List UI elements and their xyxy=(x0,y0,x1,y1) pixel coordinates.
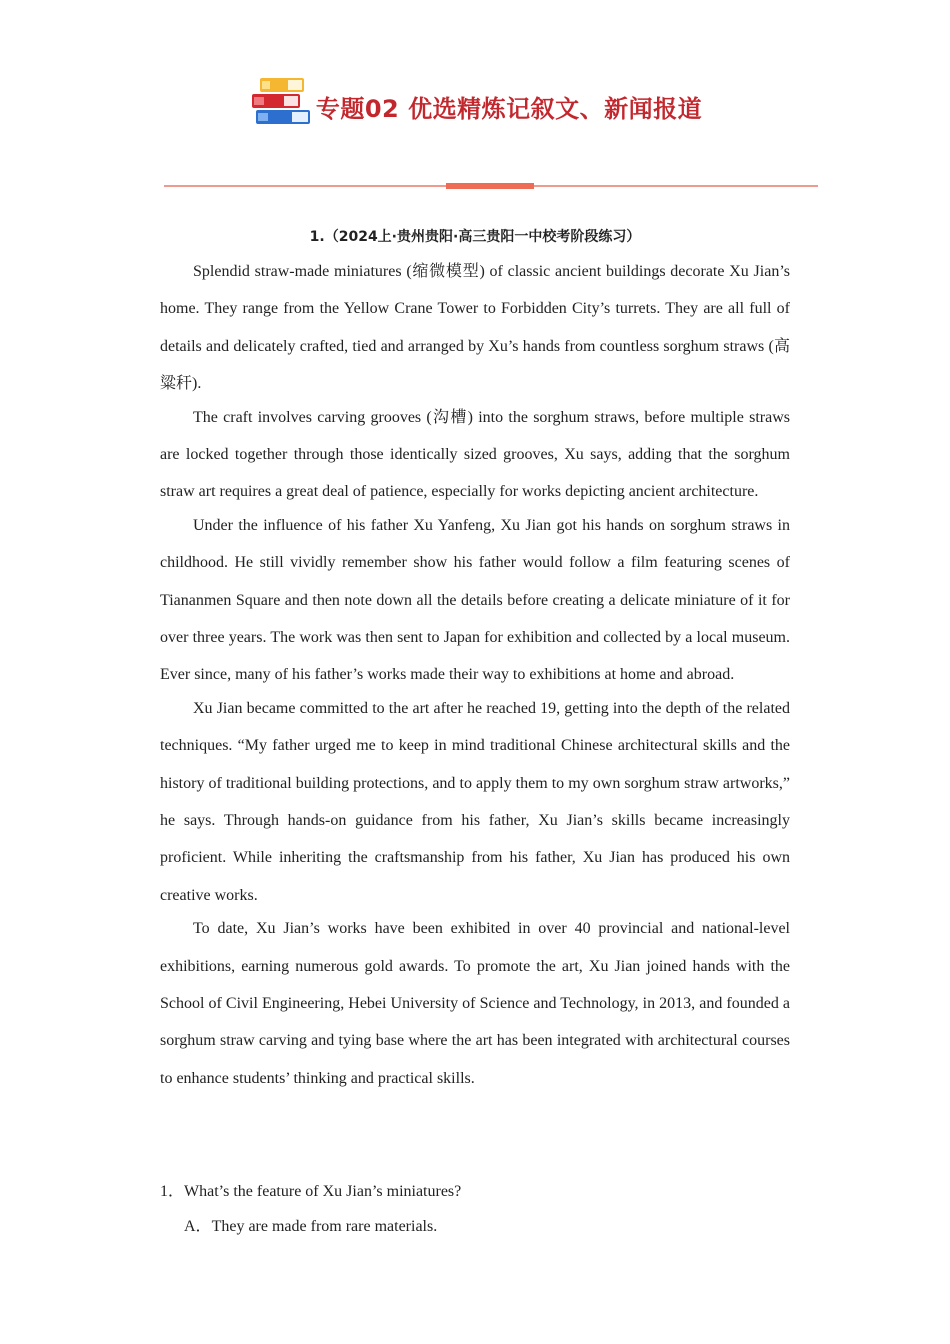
option-text: They are made from rare materials. xyxy=(211,1218,438,1235)
question-block xyxy=(160,1178,790,1248)
option-letter: A． xyxy=(184,1218,212,1235)
passage-paragraph: Xu Jian became committed to the art after he reached 19, getting into the depth of the related techniques. “My father urged me to keep in mind traditional Chinese architectural skills and the history of traditional building protections, and to apply them to my own sorghum straw artworks,” he says. Through hands-on guidance from his father, Xu Jian’s skills became increasingly proficient. While inheriting the craftsmanship from his father, Xu Jian has produced his own creative works. xyxy=(160,700,790,904)
page-header xyxy=(0,76,950,128)
question-text: What’s the feature of Xu Jian’s miniatures? xyxy=(184,1183,462,1200)
reading-passage xyxy=(160,253,790,1093)
divider-accent xyxy=(446,183,534,189)
question-stem xyxy=(160,1178,790,1213)
passage-paragraph: Under the influence of his father Xu Yanfeng, Xu Jian got his hands on sorghum straws in childhood. He still vividly remember show his father would follow a film featuring scenes of Tiananmen Square and then note down all the details before creating a delicate miniature of it for over three years. The work was then sent to Japan for exhibition and collected by a local museum. Ever since, many of his father’s works made their way to exhibitions at home and abroad. xyxy=(160,517,790,684)
books-stack-icon xyxy=(248,76,312,128)
page-title: 专题02 优选精炼记叙文、新闻报道 xyxy=(315,94,703,123)
passage-paragraph: To date, Xu Jian’s works have been exhibited in over 40 provincial and national-level exhibitions, earning numerous gold awards. To promote the art, Xu Jian joined hands with the School of Civil Engineering, Hebei University of Science and Technology, in 2013, and founded a sorghum straw carving and tying base where the art has been integrated with architectural courses to enhance students’ thinking and practical skills. xyxy=(160,920,790,1087)
passage-paragraph: Splendid straw-made miniatures (缩微模型) of classic ancient buildings decorate Xu Jian’s home. They range from the Yellow Crane Tower to Forbidden City’s turrets. They are all full of details and delicately crafted, tied and arranged by Xu’s hands from countless sorghum straws (高粱秆). xyxy=(160,263,791,392)
question-source-header: 1.（2024上·贵州贵阳·高三贵阳一中校考阶段练习） xyxy=(309,229,641,245)
question-number: 1． xyxy=(160,1183,185,1200)
passage-paragraph: The craft involves carving grooves (沟槽) into the sorghum straws, before multiple straws are locked together through those identically sized grooves, Xu says, adding that the sorghum straw art requires a great deal of patience, especially for works depicting ancient architecture. xyxy=(160,408,790,501)
title-divider xyxy=(164,181,818,191)
answer-option[interactable] xyxy=(160,1213,790,1248)
